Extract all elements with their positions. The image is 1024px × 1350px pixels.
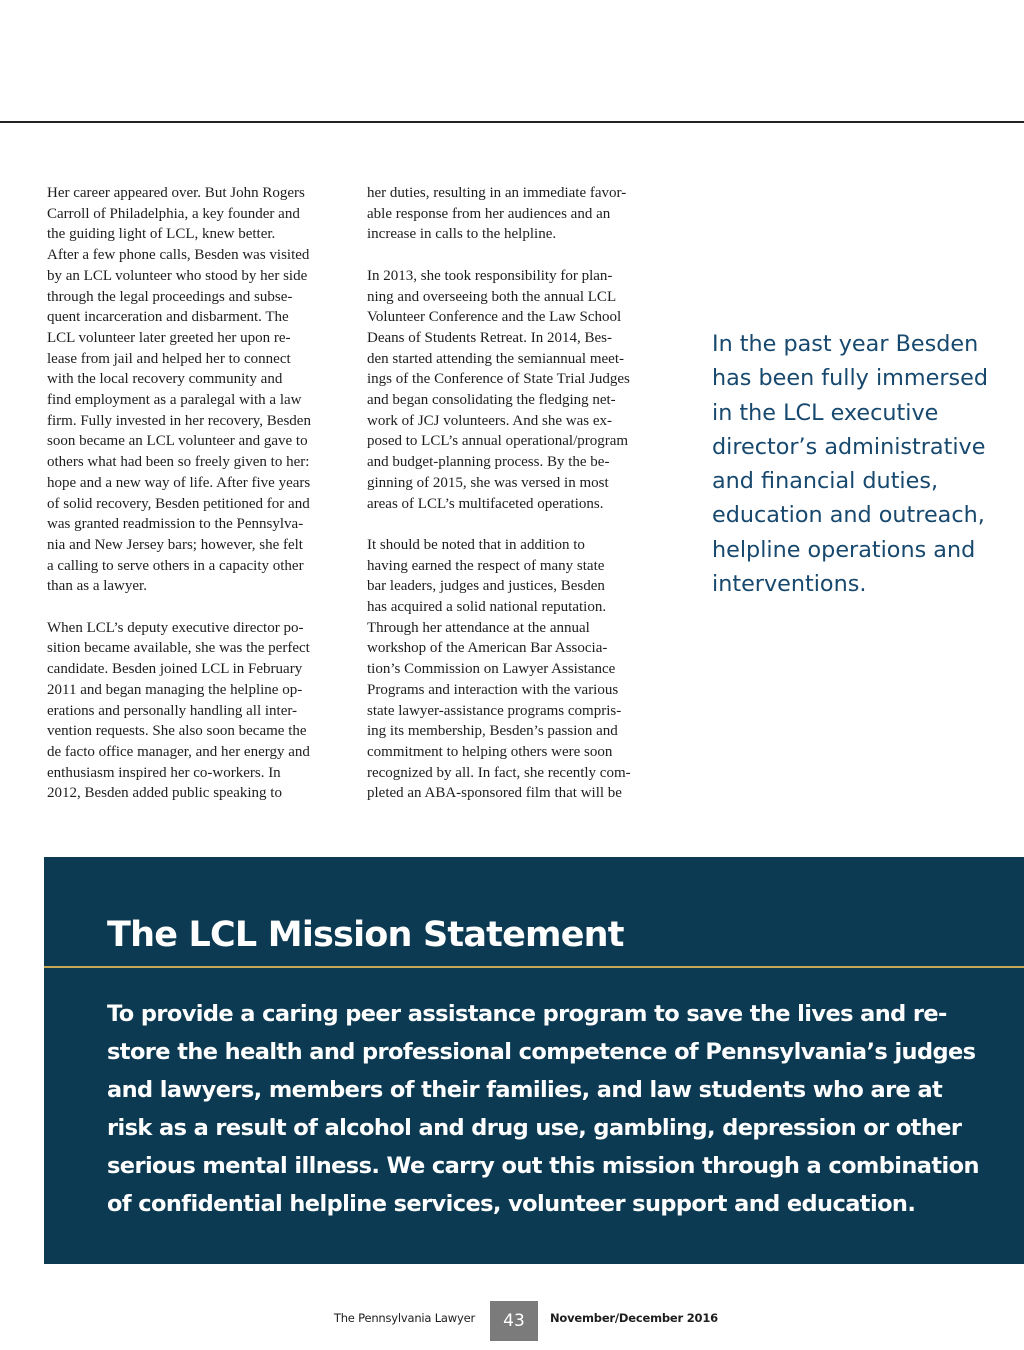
article-column-2 <box>367 183 663 804</box>
article-paragraph: It should be noted that in addition to having earned the respect of many state bar leaders, judges and justices, Besden has acquired a solid national reputation. Through her attendance at the annual workshop of the American Bar Associa- tion’s Commission on Lawyer Assistance Programs and interaction with the various state lawyer-assistance programs compris- ing its membership, Besden’s passion and commitment to helping others were soon recognized by all. In fact, she recently com- pleted an ABA-sponsored film that will be <box>367 536 631 802</box>
footer-issue-date: November/December 2016 <box>550 1311 718 1325</box>
mission-body: To provide a caring peer assistance program to save the lives and re- store the health and professional competence of Pennsylvania’s judges and lawyers, members of their families, and law students who are at risk as a result of alcohol and drug use, gambling, depression or other serious mental illness. We carry out this mission through a combination of confidential helpline services, volunteer support and education. <box>107 1001 979 1217</box>
article-paragraph: her duties, resulting in an immediate favor- able response from her audiences and an increase in calls to the helpline. <box>367 185 627 243</box>
page-footer <box>0 1301 1024 1341</box>
mission-title: The LCL Mission Statement <box>107 915 624 955</box>
mission-divider <box>44 966 1024 968</box>
article-paragraph: Her career appeared over. But John Rogers Carroll of Philadelphia, a key founder and the guiding light of LCL, knew better. After a few phone calls, Besden was visited by an LCL volunteer who stood by her side through the legal proceedings and subse- quent incarceration and disbarment. The LCL volunteer later greeted her upon re- lease from jail and helped her to connect with the local recovery community and find employment as a paralegal with a law firm. Fully invested in her recovery, Besden soon became an LCL volunteer and gave to others what had been so freely given to her: hope and a new way of life. After five years of solid recovery, Besden petitioned for and was granted readmission to the Pennsylva- nia and New Jersey bars; however, she felt a calling to serve others in a capacity other than as a lawyer. <box>47 185 311 595</box>
article-paragraph: In 2013, she took responsibility for plan- ning and overseeing both the annual LCL Volunteer Conference and the Law School Deans of Students Retreat. In 2014, Bes- den started attending the semiannual meet- ings of the Conference of State Trial Judges and began consolidating the fledging net- work of JCJ volunteers. And she was ex- posed to LCL’s annual operational/program and budget-planning process. By the be- ginning of 2015, she was versed in most areas of LCL’s multifaceted operations. <box>367 267 630 512</box>
article-paragraph: When LCL’s deputy executive director po- sition became available, she was the perfect candidate. Besden joined LCL in February 2011 and began managing the helpline op- erations and personally handling all inter- vention requests. She also soon became the de facto office manager, and her energy and enthusiasm inspired her co-workers. In 2012, Besden added public speaking to <box>47 619 310 802</box>
pull-quote: In the past year Besden has been fully immersed in the LCL executive director’s administrative and financial duties, education and outreach, helpline operations and interventions. <box>712 331 988 598</box>
top-rule <box>0 121 1024 123</box>
mission-statement-box <box>44 857 1024 1264</box>
article-column-1 <box>47 183 343 804</box>
page-number: 43 <box>490 1301 538 1341</box>
footer-publication: The Pennsylvania Lawyer <box>333 1311 475 1325</box>
